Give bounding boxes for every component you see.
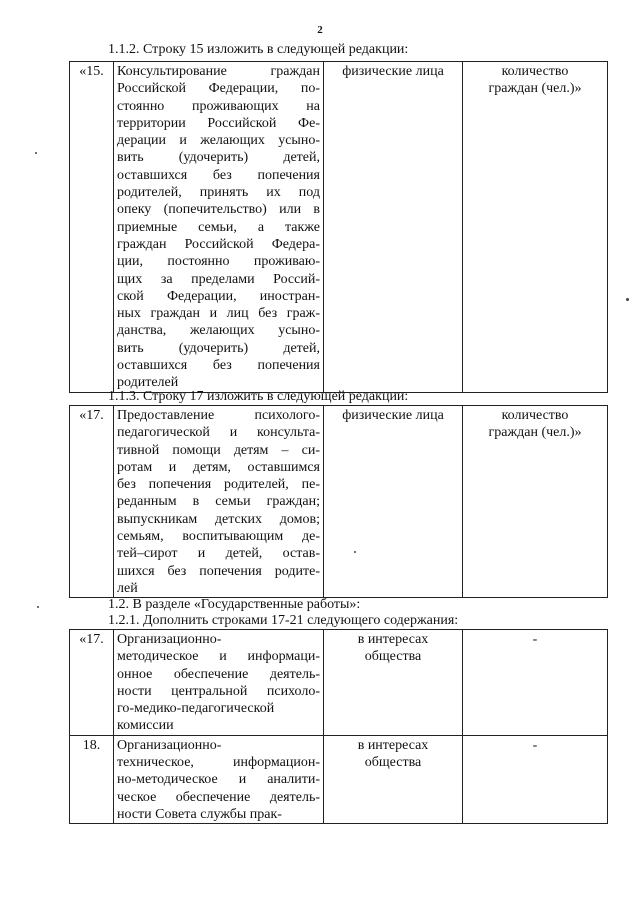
description-line: выпускникам детских домов; [117, 511, 320, 527]
row-description [114, 406, 324, 598]
description-line: ротам и детям, оставшимся [117, 459, 320, 475]
description-line: Организационно- [117, 737, 222, 753]
row-number: «17. [70, 406, 114, 598]
recipient-line: общества [364, 649, 422, 665]
description-line: педагогической и консульта- [117, 425, 320, 441]
table-rows-17-18 [69, 629, 608, 824]
description-line: ции, постоянно проживаю- [117, 254, 320, 270]
description-line: ности Совета службы прак- [117, 806, 282, 822]
description-line: территории Российской Фе- [117, 115, 320, 131]
unit-line: граждан (чел.)» [488, 81, 582, 97]
scan-speck [35, 152, 37, 154]
description-line: реданным в семьи граждан; [117, 494, 320, 510]
description-line: опеку (попечительство) или в [117, 202, 320, 218]
description-line: тей–сирот и детей, остав- [117, 546, 320, 562]
description-line: родителей [117, 375, 179, 391]
description-line: граждан Российской Федера- [117, 236, 320, 252]
row-number: «15. [70, 62, 114, 393]
description-line: Предоставление психолого- [117, 408, 320, 423]
description-line: родителей, принять их под [117, 185, 320, 201]
row-description [114, 62, 324, 393]
row-recipient [324, 406, 463, 598]
description-line: онное обеспечение деятель- [117, 666, 320, 682]
row-unit [463, 735, 608, 823]
heading-1-1-2: 1.1.2. Строку 15 изложить в следующей редакции: [108, 42, 409, 57]
description-line: ности центральной психоло- [117, 683, 320, 699]
recipient-line: физические лица [342, 408, 444, 423]
description-line: методическое и информаци- [117, 649, 320, 665]
description-line: Российской Федерации, по- [117, 81, 320, 97]
unit-line: граждан (чел.)» [488, 425, 582, 441]
scan-speck [37, 606, 39, 608]
description-line: комиссии [117, 718, 174, 734]
description-line: но-методическое и аналити- [117, 772, 320, 788]
recipient-line: в интересах [357, 737, 429, 753]
scan-speck [626, 298, 629, 301]
description-line: оставшихся без попечения [117, 167, 320, 183]
recipient-line: общества [364, 755, 422, 771]
description-line: тивной помощи детям – си- [117, 442, 320, 458]
row-description [114, 735, 324, 823]
scan-speck [354, 551, 356, 553]
table-row [70, 735, 608, 823]
description-line: без попечения родителей, пе- [117, 477, 320, 493]
table-row [70, 630, 608, 736]
description-line: щих за пределами Россий- [117, 271, 320, 287]
unit-line: - [532, 632, 538, 647]
description-line: данства, желающих усыно- [117, 323, 320, 339]
table-row-17 [69, 405, 608, 598]
description-line: вить (удочерить) детей, [117, 150, 320, 166]
row-unit [463, 62, 608, 393]
row-unit [463, 406, 608, 598]
row-recipient [324, 735, 463, 823]
recipient-line: физические лица [342, 64, 444, 79]
description-line: ческое обеспечение деятель- [117, 789, 320, 805]
description-line: шихся без попечения родите- [117, 563, 320, 579]
table-row-15 [69, 61, 608, 393]
row-number: 18. [70, 735, 114, 823]
unit-line: - [532, 737, 538, 753]
heading-1-1-3: 1.1.3. Строку 17 изложить в следующей редакции: [108, 389, 409, 404]
description-line: вить (удочерить) детей, [117, 340, 320, 356]
description-line: дерации и желающих усыно- [117, 133, 320, 149]
description-line: ской Федерации, иностран- [117, 288, 320, 304]
row-description [114, 630, 324, 736]
heading-1-2: 1.2. В разделе «Государственные работы»: [108, 597, 361, 612]
description-line: семьям, воспитывающим де- [117, 529, 320, 545]
description-line: Консультирование граждан [117, 64, 320, 79]
description-line: техническое, информацион- [117, 755, 320, 771]
description-line: Организационно- [117, 632, 222, 647]
row-recipient [324, 62, 463, 393]
description-line: стоянно проживающих на [117, 98, 320, 114]
heading-1-2-1: 1.2.1. Дополнить строками 17-21 следующего содержания: [108, 613, 459, 628]
description-line: приемные семьи, а также [117, 219, 320, 235]
table-row [70, 62, 608, 393]
description-line: го-медико-педагогической [117, 701, 275, 717]
description-line: оставшихся без попечения [117, 358, 320, 374]
row-recipient [324, 630, 463, 736]
unit-line: количество [501, 64, 569, 79]
recipient-line: в интересах [357, 632, 429, 647]
description-line: ных граждан и лиц без граж- [117, 306, 320, 322]
page-number: 2 [317, 24, 323, 36]
row-number: «17. [70, 630, 114, 736]
table-row [70, 406, 608, 598]
description-line: лей [117, 580, 138, 596]
row-unit [463, 630, 608, 736]
unit-line: количество [501, 408, 569, 423]
